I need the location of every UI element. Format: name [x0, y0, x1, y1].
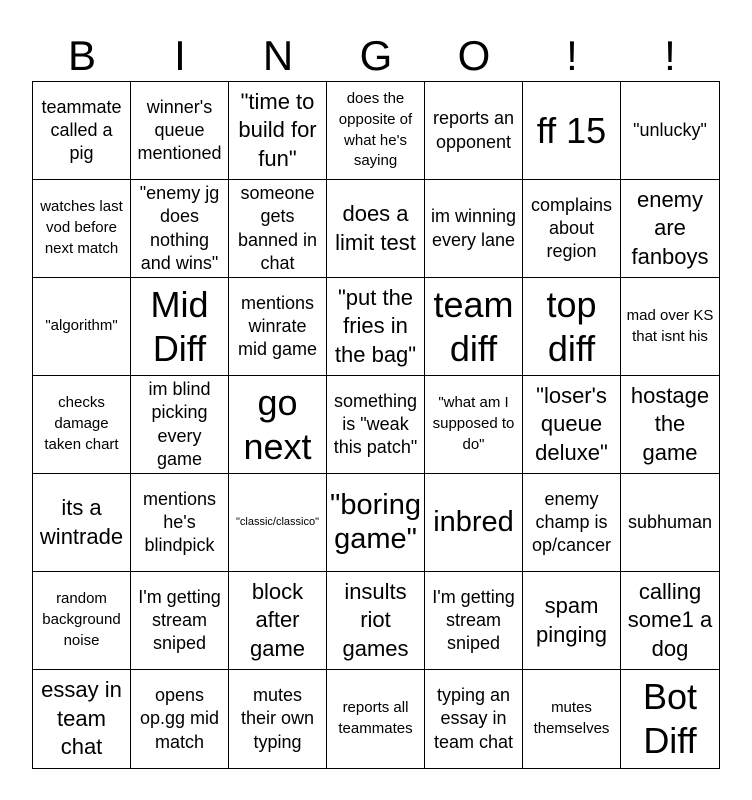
header-exclamation-1: ! [566, 32, 578, 79]
bingo-header [33, 30, 719, 82]
bingo-cell[interactable]: I'm getting stream sniped [425, 572, 523, 670]
bingo-cell[interactable]: does the opposite of what he's saying [327, 82, 425, 180]
bingo-cell[interactable]: team diff [425, 278, 523, 376]
header-letter-g: G [359, 32, 393, 79]
bingo-cell[interactable]: hostage the game [621, 376, 719, 474]
bingo-cell[interactable]: something is "weak this patch" [327, 376, 425, 474]
bingo-cell[interactable]: "time to build for fun" [229, 82, 327, 180]
bingo-cell[interactable]: reports an opponent [425, 82, 523, 180]
bingo-cell[interactable]: essay in team chat [33, 670, 131, 768]
bingo-cell[interactable]: I'm getting stream sniped [131, 572, 229, 670]
bingo-cell[interactable]: "enemy jg does nothing and wins" [131, 180, 229, 278]
header-exclamation-2: ! [664, 32, 676, 79]
bingo-cell[interactable]: opens op.gg mid match [131, 670, 229, 768]
bingo-cell[interactable]: "boring game" [327, 474, 425, 572]
bingo-cell[interactable]: mutes their own typing [229, 670, 327, 768]
header-letter-o: O [457, 32, 491, 79]
bingo-cell[interactable]: calling some1 a dog [621, 572, 719, 670]
bingo-cell[interactable]: im blind picking every game [131, 376, 229, 474]
bingo-cell[interactable]: its a wintrade [33, 474, 131, 572]
bingo-cell[interactable]: typing an essay in team chat [425, 670, 523, 768]
bingo-cell[interactable]: random background noise [33, 572, 131, 670]
bingo-cell[interactable]: mutes themselves [523, 670, 621, 768]
bingo-cell[interactable]: mentions winrate mid game [229, 278, 327, 376]
bingo-cell[interactable]: mentions he's blindpick [131, 474, 229, 572]
bingo-cell[interactable]: subhuman [621, 474, 719, 572]
bingo-cell[interactable]: complains about region [523, 180, 621, 278]
bingo-cell[interactable]: does a limit test [327, 180, 425, 278]
bingo-cell[interactable]: inbred [425, 474, 523, 572]
bingo-board [32, 81, 720, 769]
header-letter-n: N [262, 32, 294, 79]
bingo-cell[interactable]: checks damage taken chart [33, 376, 131, 474]
bingo-cell[interactable]: teammate called a pig [33, 82, 131, 180]
bingo-cell[interactable]: Bot Diff [642, 676, 698, 761]
bingo-cell[interactable]: im winning every lane [425, 180, 523, 278]
bingo-cell[interactable]: insults riot games [327, 572, 425, 670]
bingo-cell[interactable]: "what am I supposed to do" [425, 376, 523, 474]
bingo-cell[interactable]: "algorithm" [33, 278, 131, 376]
bingo-cell[interactable]: enemy are fanboys [621, 180, 719, 278]
header-letter-b: B [67, 32, 96, 79]
bingo-cell[interactable]: winner's queue mentioned [131, 82, 229, 180]
bingo-cell[interactable]: "classic/classico" [229, 474, 327, 572]
bingo-cell[interactable]: "loser's queue deluxe" [523, 376, 621, 474]
bingo-cell[interactable]: watches last vod before next match [33, 180, 131, 278]
bingo-cell[interactable]: block after game [229, 572, 327, 670]
bingo-cell[interactable]: spam pinging [523, 572, 621, 670]
bingo-cell[interactable]: go next [229, 376, 327, 474]
bingo-cell[interactable]: ff 15 [523, 82, 621, 180]
bingo-cell[interactable]: reports all teammates [327, 670, 425, 768]
bingo-cell[interactable]: someone gets banned in chat [229, 180, 327, 278]
header-letter-i: I [174, 32, 186, 79]
bingo-cell[interactable]: Mid Diff [131, 278, 229, 376]
bingo-cell[interactable]: enemy champ is op/cancer [523, 474, 621, 572]
bingo-cell[interactable]: mad over KS that isnt his [621, 278, 719, 376]
bingo-cell[interactable]: "put the fries in the bag" [327, 278, 425, 376]
bingo-cell[interactable]: "unlucky" [621, 82, 719, 180]
bingo-cell[interactable]: top diff [523, 278, 621, 376]
